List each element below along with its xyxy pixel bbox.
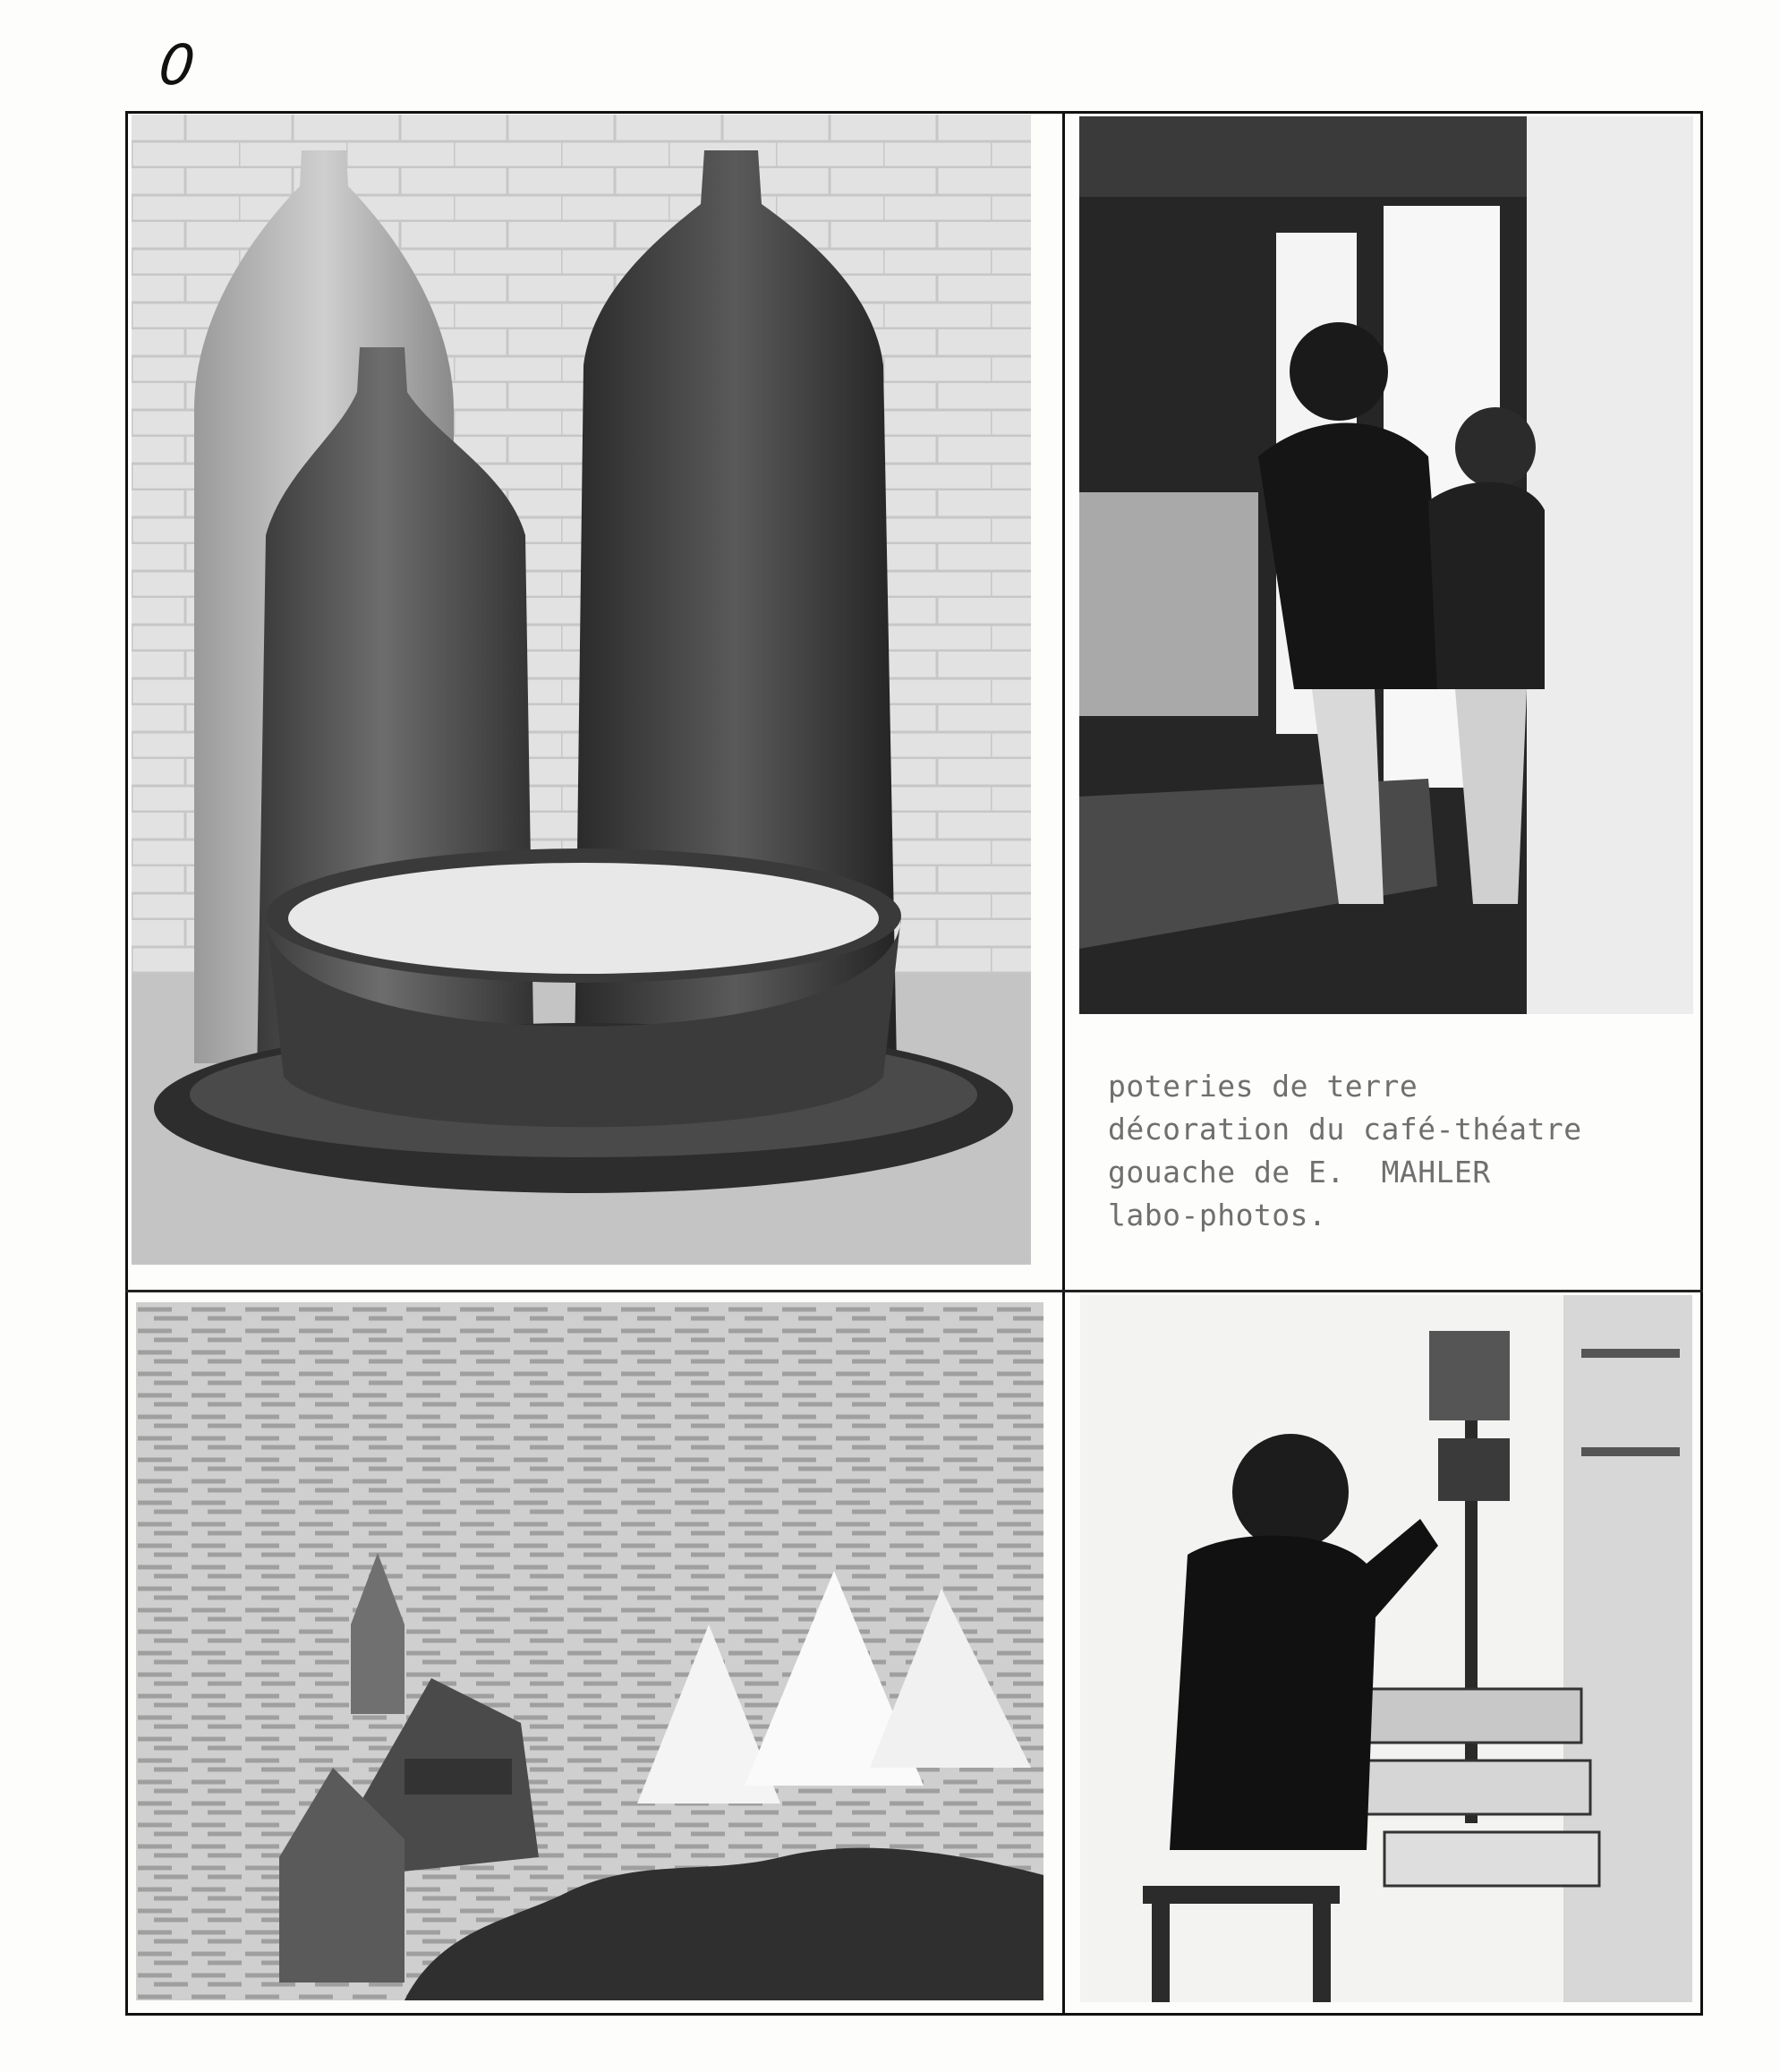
caption-line-2: décoration du café-théatre — [1108, 1112, 1582, 1147]
horizontal-divider — [125, 1290, 1703, 1292]
photo-lab-photo — [1080, 1295, 1692, 2002]
photo-caption — [1108, 1065, 1681, 1237]
pottery-photo — [132, 115, 1031, 1265]
page-corner-mark: 0 — [156, 32, 199, 98]
gouache-painting — [136, 1302, 1043, 2000]
caption-line-1: poteries de terre — [1108, 1069, 1418, 1104]
caption-line-3: gouache de E. MAHLER — [1108, 1155, 1491, 1189]
cafe-theatre-photo — [1079, 116, 1693, 1014]
caption-line-4: labo-photos. — [1108, 1198, 1327, 1232]
vertical-divider — [1062, 111, 1065, 2016]
